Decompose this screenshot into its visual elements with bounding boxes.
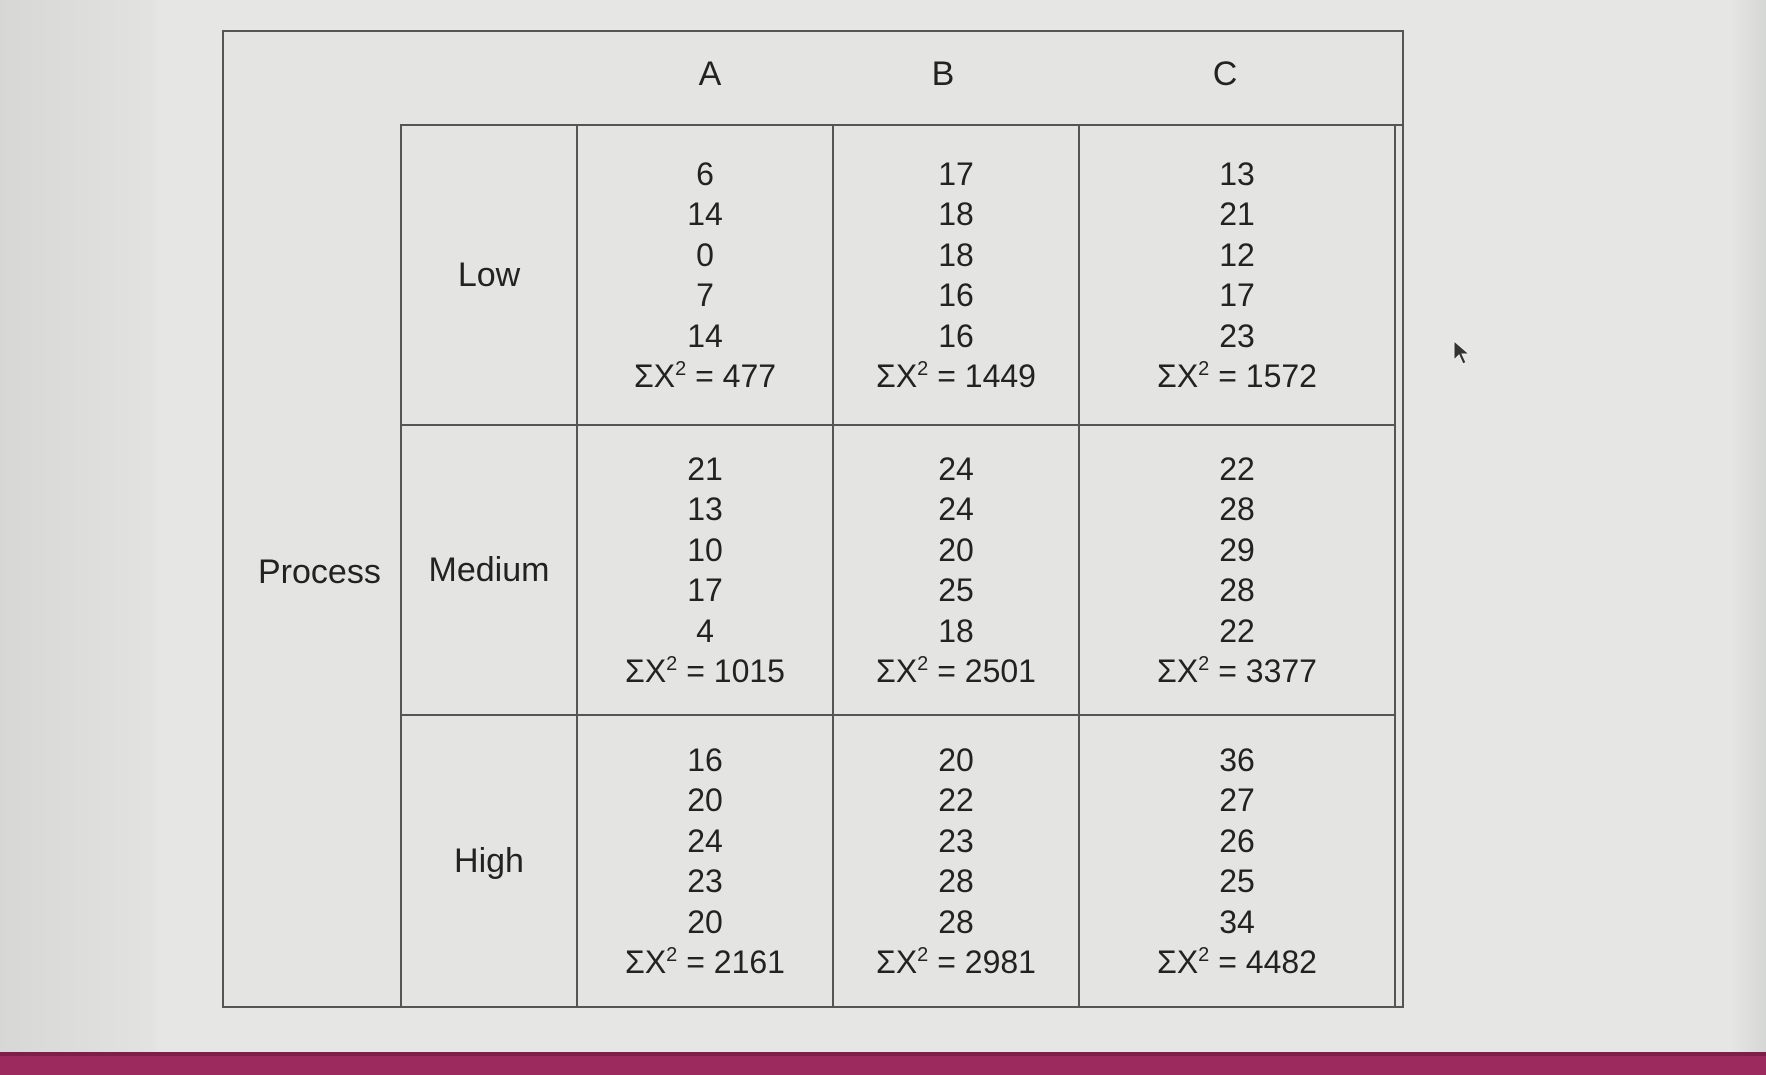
cell-value: 22	[1219, 450, 1255, 487]
cell-value: 16	[687, 741, 723, 778]
sum-of-squares-exponent: 2	[1198, 358, 1210, 380]
sum-of-squares	[876, 356, 1036, 397]
data-cell	[578, 126, 834, 426]
cell-value: 29	[1219, 531, 1255, 568]
cell-value: 17	[938, 155, 974, 192]
data-cell	[1080, 716, 1396, 1006]
data-grid	[400, 126, 1400, 1006]
column-header-a: A	[698, 55, 722, 93]
cell-value: 18	[938, 196, 974, 232]
sum-of-squares-value: = 4482	[1209, 944, 1317, 980]
row-label: High	[402, 716, 578, 1006]
sum-of-squares-symbol: ΣX	[1157, 358, 1199, 394]
data-cell	[834, 716, 1080, 1006]
cell-value: 6	[696, 155, 714, 192]
factor-label: Process	[258, 553, 381, 591]
data-cell	[1080, 426, 1396, 716]
sum-of-squares-exponent: 2	[666, 944, 678, 966]
data-cell	[834, 126, 1080, 426]
cell-value: 16	[938, 277, 974, 313]
sum-of-squares-exponent: 2	[917, 944, 929, 966]
cell-value: 23	[1219, 317, 1255, 354]
sum-of-squares-symbol: ΣX	[876, 358, 918, 394]
cell-value: 17	[687, 572, 723, 608]
sum-of-squares-value: = 2501	[928, 653, 1036, 689]
sum-of-squares-symbol: ΣX	[625, 944, 667, 980]
arrow-pointer-icon	[1452, 340, 1472, 368]
cell-value: 24	[687, 822, 723, 859]
cell-value: 23	[938, 822, 974, 859]
sum-of-squares-exponent: 2	[675, 358, 687, 380]
sum-of-squares	[876, 651, 1036, 692]
sum-of-squares-symbol: ΣX	[1157, 653, 1199, 689]
sum-of-squares	[1157, 356, 1317, 397]
column-header-b: B	[931, 55, 955, 93]
cell-value: 28	[938, 863, 974, 899]
data-cell	[578, 426, 834, 716]
sum-of-squares	[625, 942, 785, 983]
data-cell	[834, 426, 1080, 716]
sum-of-squares-exponent: 2	[1198, 944, 1210, 966]
cell-value: 26	[1219, 822, 1255, 859]
cell-value: 18	[938, 612, 974, 649]
cell-value: 34	[1219, 903, 1255, 940]
cell-value: 24	[938, 491, 974, 527]
sum-of-squares-value: = 1572	[1209, 358, 1317, 394]
sum-of-squares-exponent: 2	[1198, 653, 1210, 675]
cell-value: 20	[938, 741, 974, 778]
sum-of-squares-exponent: 2	[917, 653, 929, 675]
cell-value: 23	[687, 863, 723, 899]
cell-value: 14	[687, 317, 723, 354]
sum-of-squares-value: = 477	[686, 358, 777, 394]
sum-of-squares-symbol: ΣX	[876, 653, 918, 689]
cell-value: 22	[938, 782, 974, 818]
cell-value: 16	[938, 317, 974, 354]
cell-value: 28	[1219, 491, 1255, 527]
sum-of-squares-symbol: ΣX	[876, 944, 918, 980]
sum-of-squares-symbol: ΣX	[625, 653, 667, 689]
cell-value: 12	[1219, 236, 1255, 273]
sum-of-squares-value: = 1449	[928, 358, 1036, 394]
bottom-accent-strip	[0, 1052, 1766, 1075]
cell-value: 28	[938, 903, 974, 940]
sum-of-squares	[625, 651, 785, 692]
column-header-c: C	[1212, 55, 1238, 93]
cell-value: 22	[1219, 612, 1255, 649]
cell-value: 21	[687, 450, 723, 487]
cell-value: 0	[696, 236, 714, 273]
sum-of-squares-value: = 2161	[677, 944, 785, 980]
data-cell	[1080, 126, 1396, 426]
sum-of-squares-symbol: ΣX	[1157, 944, 1199, 980]
cell-value: 13	[1219, 155, 1255, 192]
sum-of-squares	[1157, 942, 1317, 983]
cell-value: 13	[687, 491, 723, 527]
cell-value: 17	[1219, 277, 1255, 313]
row-label: Medium	[402, 426, 578, 716]
cell-value: 24	[938, 450, 974, 487]
sum-of-squares-value: = 1015	[677, 653, 785, 689]
cell-value: 21	[1219, 196, 1255, 232]
cell-value: 18	[938, 236, 974, 273]
cell-value: 27	[1219, 782, 1255, 818]
cell-value: 20	[687, 782, 723, 818]
sum-of-squares-symbol: ΣX	[633, 358, 676, 394]
cell-value: 10	[687, 531, 723, 568]
sum-of-squares-exponent: 2	[666, 653, 678, 675]
data-cell	[578, 716, 834, 1006]
sum-of-squares-value: = 3377	[1209, 653, 1317, 689]
cell-value: 36	[1219, 741, 1255, 778]
cell-value: 20	[687, 903, 723, 940]
cell-value: 7	[696, 277, 714, 313]
cell-value: 14	[687, 196, 723, 232]
sum-of-squares-value: = 2981	[928, 944, 1036, 980]
cell-value: 4	[696, 612, 714, 649]
sum-of-squares	[876, 942, 1036, 983]
row-label: Low	[402, 126, 578, 426]
cell-value: 25	[1219, 863, 1255, 899]
sum-of-squares	[1157, 651, 1317, 692]
cell-value: 28	[1219, 572, 1255, 608]
sum-of-squares-exponent: 2	[917, 358, 929, 380]
sum-of-squares	[634, 356, 776, 397]
cell-value: 20	[938, 531, 974, 568]
cell-value: 25	[938, 572, 974, 608]
